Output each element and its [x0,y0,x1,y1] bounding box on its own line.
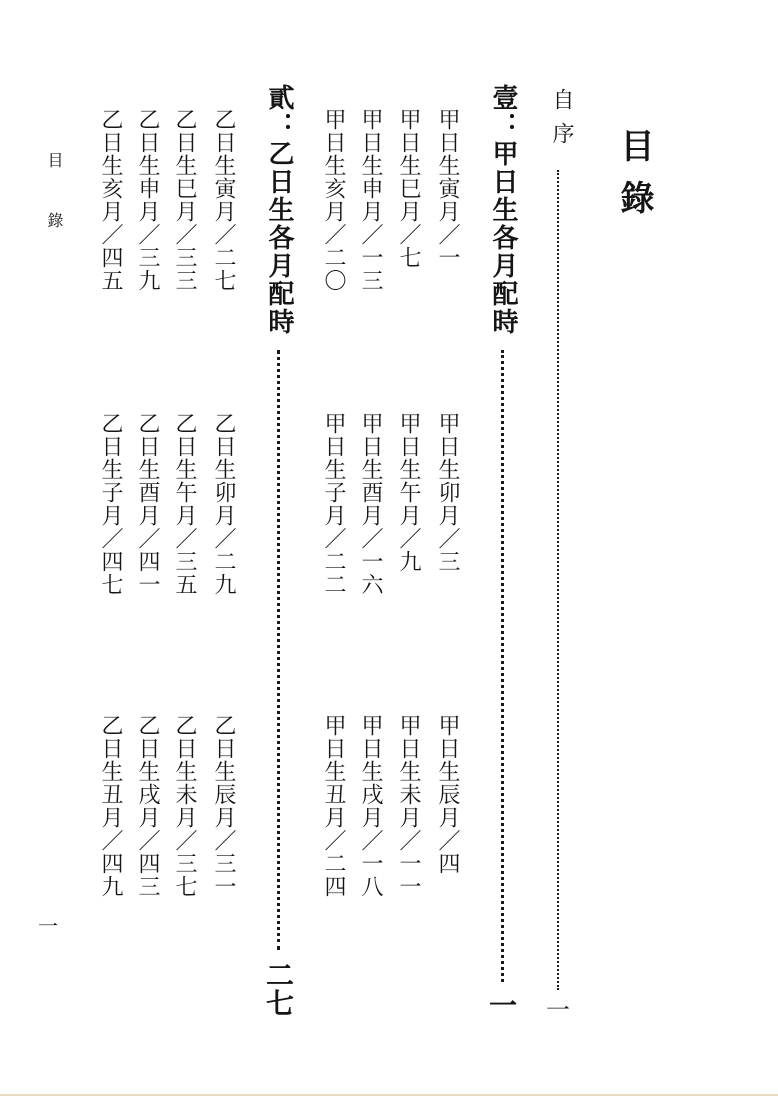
toc-entry: 乙日生午月／三五 [172,412,197,596]
toc-entry: 甲日生亥月／二〇 [321,108,346,292]
toc-entry: 乙日生辰月／三一 [211,714,236,898]
toc-entry: 甲日生辰月／四 [435,714,460,875]
toc-title: 目錄 [614,128,654,232]
toc-entry: 甲日生巳月／七 [396,108,421,269]
toc-entry: 乙日生子月／四七 [98,412,123,596]
section-2-page-number: 二七 [265,959,294,1020]
toc-entry: 甲日生申月／一三 [358,108,383,292]
toc-entry: 甲日生未月／一一 [396,714,421,898]
folio-page-number: 一 [38,914,58,938]
toc-entry: 乙日生申月／三九 [135,108,160,292]
toc-entry: 乙日生卯月／二九 [211,412,236,596]
preface-page-number: 一 [546,996,570,1024]
preface-leader-dots [557,170,559,990]
toc-entry: 乙日生戌月／四三 [135,714,160,898]
toc-entry: 乙日生巳月／三三 [172,108,197,292]
toc-entry: 甲日生卯月／三 [435,412,460,573]
toc-entry: 乙日生酉月／四一 [135,412,160,596]
toc-entry: 乙日生丑月／四九 [98,714,123,898]
preface-label: 自序 [549,88,574,156]
section-2-title: 貳：乙日生各月配時 [264,84,294,336]
section-1-leader-dots [501,350,504,982]
toc-entry: 甲日生丑月／二四 [321,714,346,898]
toc-entry: 甲日生戌月／一八 [358,714,383,898]
toc-entry: 甲日生子月／二二 [321,412,346,596]
toc-entry: 乙日生亥月／四五 [98,108,123,292]
toc-entry: 甲日生寅月／一 [435,108,460,269]
toc-entry: 甲日生午月／九 [396,412,421,573]
toc-entry: 乙日生未月／三七 [172,714,197,898]
section-2-leader-dots [277,350,280,950]
toc-entry: 甲日生酉月／一六 [358,412,383,596]
section-1-title: 壹：甲日生各月配時 [488,84,518,336]
toc-entry: 乙日生寅月／二七 [211,108,236,292]
running-header: 目錄 [45,152,64,272]
section-1-page-number: 一 [488,989,517,1022]
